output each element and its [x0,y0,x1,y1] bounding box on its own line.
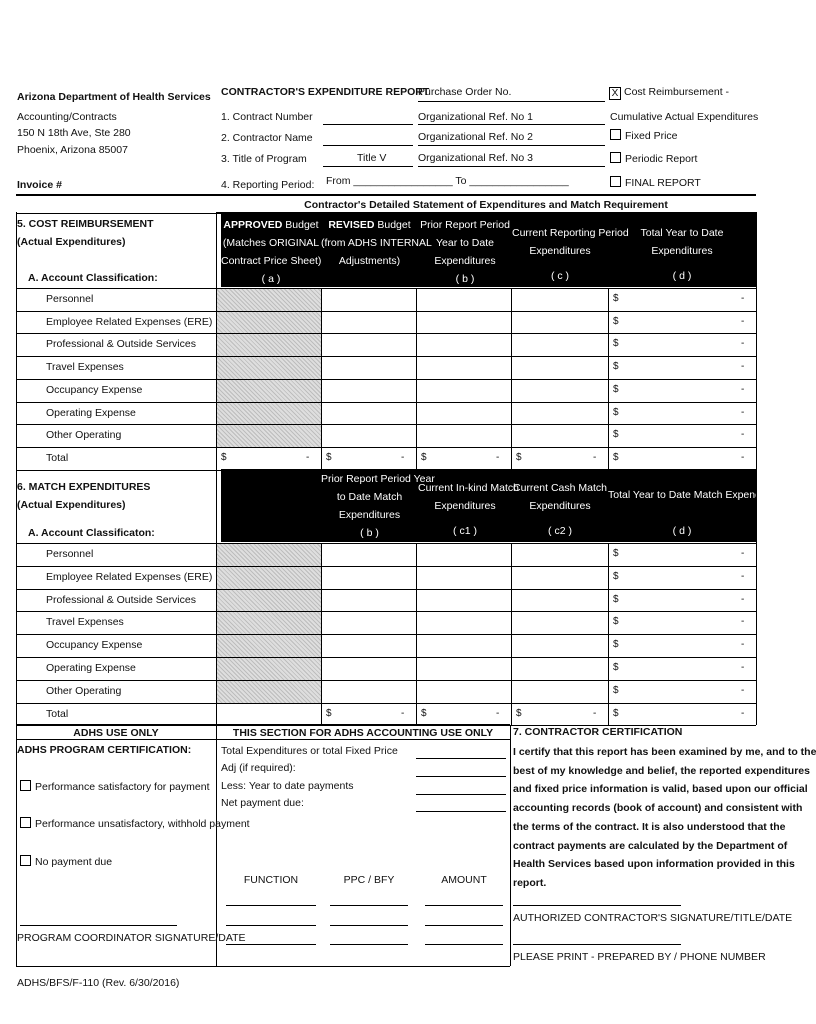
total-dash-value[interactable]: - [306,451,310,463]
cert-text-line: I certify that this report has been examined by me, and to the [513,746,816,758]
contractor-name-label: 2. Contractor Name [221,132,313,144]
dash-value[interactable]: - [741,315,745,327]
dollar-sign: $ [613,684,619,696]
final-report-option[interactable]: FINAL REPORT [610,176,701,189]
acct-less-label: Less: Year to date payments [221,780,354,792]
section6-row-label: Operating Expense [46,662,136,674]
section6-row-label: Occupancy Expense [46,639,143,652]
section6-row-label: Professional & Outside Services [46,593,196,606]
dash-value[interactable]: - [741,662,745,673]
total-dash-value[interactable]: - [593,451,597,463]
statement-title: Contractor's Detailed Statement of Expenditures and Match Requirement [304,199,668,211]
col-cash-code: ( c2 ) [548,525,572,537]
org-ref-2-label: Organizational Ref. No 2 [418,131,533,143]
section6-title: 6. MATCH EXPENDITURES [17,481,151,493]
total-dollar-sign: $ [613,707,619,719]
contract-number-label: 1. Contract Number [221,111,313,123]
dash-value[interactable]: - [741,548,745,559]
col-inkind-code: ( c1 ) [453,525,477,537]
option-satisfactory[interactable]: Performance satisfactory for payment [20,780,210,793]
program-title-value[interactable]: Title V [357,152,387,164]
acct-net-label: Net payment due: [221,797,304,809]
reporting-period-field[interactable]: From _________________ To _________________ [326,175,569,187]
dash-value[interactable]: - [741,570,745,582]
fixed-price-option[interactable]: Fixed Price [610,129,678,142]
section5-row-label: Personnel [46,293,94,305]
checkbox-icon[interactable] [610,129,621,140]
dash-value[interactable]: - [741,361,745,373]
dollar-sign: $ [613,593,619,605]
contract-number-field[interactable] [323,124,413,125]
amount-label: AMOUNT [441,874,487,886]
col-approved-budget: APPROVED Budget (Matches ORIGINAL Contract Price Sheet) ( a ) [221,219,322,285]
agency-dept: Accounting/Contracts [17,111,117,123]
cert-text-line: and fixed price information is valid, based upon our official [513,783,808,796]
adhs-cert-title: ADHS PROGRAM CERTIFICATION: [17,744,192,756]
section5-row-label: Travel Expenses [46,361,124,374]
section5-row-label: Other Operating [46,429,122,442]
section5-row-label: Occupancy Expense [46,383,143,396]
accounting-entry-line[interactable] [425,944,503,945]
function-label: FUNCTION [243,874,299,886]
col-total-match-code: ( d ) [672,525,692,537]
cert-text-line: best of my knowledge and belief, the reported expenditures [513,764,810,777]
total-dash-value[interactable]: - [496,451,500,463]
contractor-cert-title: 7. CONTRACTOR CERTIFICATION [513,726,683,738]
contractor-name-field[interactable] [323,145,413,146]
dash-value[interactable]: - [741,616,745,628]
section6-row-label: Travel Expenses [46,616,124,629]
contractor-signature-field[interactable] [513,905,681,906]
dash-value[interactable]: - [741,406,745,418]
section5-row-label: Operating Expense [46,406,136,419]
cost-reimbursement-option[interactable]: X Cost Reimbursement - [609,86,729,100]
col-prior-match: Prior Report Period Year to Date Match Expenditures ( b ) [321,473,435,539]
section6-row-label: Other Operating [46,684,122,697]
invoice-label: Invoice # [17,179,62,191]
section6-subtitle: (Actual Expenditures) [17,499,126,511]
dollar-sign: $ [613,383,619,395]
acct-total-label: Total Expenditures or total Fixed Price [221,745,398,757]
total-dollar-sign: $ [421,451,427,463]
total-dash-value[interactable]: - [741,707,745,719]
section6-account-label: A. Account Classificaton: [28,527,155,539]
total-dollar-sign: $ [421,707,427,719]
option-no-payment[interactable]: No payment due [20,855,112,868]
total-dollar-sign: $ [516,451,522,463]
dollar-sign: $ [613,293,619,304]
col-total-ytd: Total Year to Date Expenditures [640,227,724,257]
dollar-sign: $ [613,570,619,582]
total-dash-value[interactable]: - [401,451,405,463]
accounting-entry-line[interactable] [330,905,408,906]
acct-adj-field[interactable] [416,776,506,777]
report-title: CONTRACTOR'S EXPENDITURE REPORT [221,86,430,98]
agency-address-1: 150 N 18th Ave, Ste 280 [17,127,131,139]
acct-less-field[interactable] [416,794,506,795]
checkbox-icon[interactable] [610,152,621,163]
dash-value[interactable]: - [741,293,745,304]
dollar-sign: $ [613,406,619,418]
dollar-sign: $ [613,429,619,441]
agency-name: Arizona Department of Health Services [17,91,211,103]
col-inkind-match: Current In-kind Match Expenditures [418,482,519,512]
dollar-sign: $ [613,361,619,373]
ppc-bfy-label: PPC / BFY [343,874,395,886]
accounting-entry-line[interactable] [425,925,503,926]
section5-account-label: A. Account Classification: [28,272,158,284]
section6-shaded-column [217,544,321,703]
cert-text-line: contract payments are calculated by the Department of [513,839,788,852]
adhs-use-title: ADHS USE ONLY [73,727,159,739]
section5-row-label: Employee Related Expenses (ERE) [46,315,213,328]
accounting-entry-line[interactable] [226,925,316,926]
dash-value[interactable]: - [741,593,745,605]
section5-row-label: Professional & Outside Services [46,338,196,351]
total-dollar-sign: $ [613,451,619,463]
total-dollar-sign: $ [516,707,522,719]
dollar-sign: $ [613,315,619,327]
section5-title: 5. COST REIMBURSEMENT [17,218,154,230]
contractor-signature-label: AUTHORIZED CONTRACTOR'S SIGNATURE/TITLE/DATE [513,912,793,924]
dollar-sign: $ [613,639,619,651]
accounting-entry-line[interactable] [226,905,316,906]
cert-text-line: report. [513,876,547,889]
acct-net-field[interactable] [416,811,506,812]
col-total-match: Total Year to Date Match Expenditures [608,489,787,501]
po-label: Purchase Order No. [418,86,512,98]
accounting-entry-line[interactable] [226,944,316,945]
prepared-by-label: PLEASE PRINT - PREPARED BY / PHONE NUMBER [513,951,766,963]
checkbox-icon[interactable] [20,855,31,866]
section6-row-label: Employee Related Expenses (ERE) [46,570,213,583]
acct-adj-label: Adj (if required): [221,762,296,774]
acct-total-field[interactable] [416,758,506,759]
dash-value[interactable]: - [741,429,745,441]
cumulative-label: Cumulative Actual Expenditures [610,111,759,123]
checked-box-icon[interactable]: X [609,87,621,100]
accounting-entry-line[interactable] [330,925,408,926]
dollar-sign: $ [613,662,619,673]
total-dash-value[interactable]: - [496,707,500,719]
prepared-by-field[interactable] [513,944,681,945]
total-dollar-sign: $ [221,451,227,463]
program-title-label: 3. Title of Program [221,153,307,165]
org-ref-3-label: Organizational Ref. No 3 [418,152,533,164]
cert-text-line: the terms of the contract. It is also understood that the [513,820,786,833]
checkbox-icon[interactable] [20,817,31,828]
col-current-period-code: ( c ) [550,270,570,282]
section6-row-label: Personnel [46,548,94,560]
dash-value[interactable]: - [741,383,745,395]
section6-header-band [221,469,787,542]
total-dollar-sign: $ [326,707,332,719]
periodic-report-option[interactable]: Periodic Report [610,152,697,165]
section5-subtitle: (Actual Expenditures) [17,236,126,248]
dash-value[interactable]: - [741,684,745,696]
form-number: ADHS/BFS/F-110 (Rev. 6/30/2016) [17,977,180,989]
total-dash-value[interactable]: - [401,707,405,719]
col-total-ytd-code: ( d ) [672,270,692,282]
dollar-sign: $ [613,548,619,559]
dash-value[interactable]: - [741,639,745,651]
col-revised-budget: REVISED Budget (from ADHS INTERNAL Adjustments) [321,219,432,267]
coordinator-signature-label: PROGRAM COORDINATOR SIGNATURE/DATE [17,932,246,944]
checkbox-icon[interactable] [20,780,31,791]
agency-address-2: Phoenix, Arizona 85007 [17,144,128,156]
total-dollar-sign: $ [326,451,332,463]
reporting-period-label: 4. Reporting Period: [221,179,315,191]
col-prior-period: Prior Report Period Year to Date Expenditures ( b ) [420,219,510,285]
total-dash-value[interactable]: - [593,707,597,719]
dollar-sign: $ [613,338,619,350]
cert-text-line: Health Services based upon information provided in this [513,858,795,871]
checkbox-icon[interactable] [610,176,621,187]
coordinator-signature-field[interactable] [20,925,177,926]
dash-value[interactable]: - [741,338,745,350]
dollar-sign: $ [613,616,619,628]
cert-text-line: accounting records (book of account) and consistent with [513,802,803,815]
col-cash-match: Current Cash Match Expenditures [513,482,607,512]
section5-row-label: Total [46,451,69,464]
accounting-title: THIS SECTION FOR ADHS ACCOUNTING USE ONLY [232,727,494,739]
section5-header-band [221,213,756,287]
org-ref-1-label: Organizational Ref. No 1 [418,111,533,123]
option-unsatisfactory[interactable]: Performance unsatisfactory, withhold payment [20,817,250,830]
accounting-entry-line[interactable] [330,944,408,945]
col-current-period: Current Reporting Period Expenditures [512,227,629,257]
section6-row-label: Total [46,707,69,720]
total-dash-value[interactable]: - [741,451,745,463]
accounting-entry-line[interactable] [425,905,503,906]
